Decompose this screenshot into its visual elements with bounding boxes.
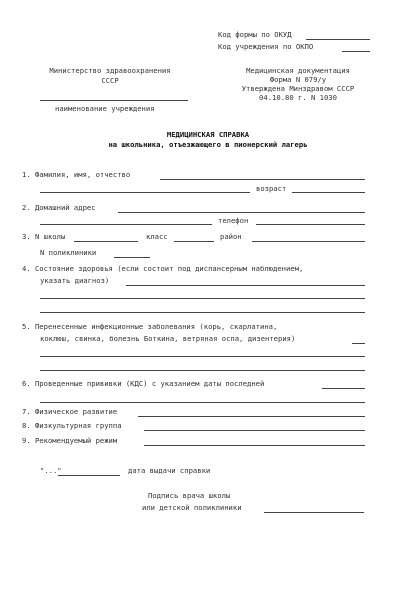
health-field[interactable] [126, 285, 365, 286]
fullname-field[interactable] [160, 179, 365, 180]
date-quote: "..." [40, 466, 62, 475]
document-subtitle: на школьника, отъезжающего в пионерский лагерь [108, 140, 308, 149]
institution-name-field[interactable] [40, 100, 188, 101]
address-field[interactable] [118, 212, 365, 213]
district-label: район [220, 232, 242, 241]
class-label: класс [146, 232, 168, 241]
field-2-label: 2. Домашний адрес [22, 203, 96, 212]
clinic-field[interactable] [114, 257, 150, 258]
signature-field[interactable] [264, 512, 364, 513]
address-field-cont[interactable] [40, 224, 212, 225]
field-4-line2: указать диагноз) [40, 276, 110, 285]
clinic-label: N поликлиники [40, 248, 97, 257]
okud-label: Код формы по ОКУД [218, 30, 292, 39]
diseases-field-3[interactable] [40, 370, 365, 371]
diseases-field[interactable] [352, 343, 365, 344]
signature-line2: или детской поликлиники [142, 503, 242, 512]
health-field-3[interactable] [40, 312, 365, 313]
diseases-field-2[interactable] [40, 356, 365, 357]
field-1-label: 1. Фамилия, имя, отчество [22, 170, 131, 179]
field-4-line1: 4. Состояние здоровья (если состоит под диспансерным наблюдением, [22, 264, 304, 273]
okpo-field[interactable] [342, 51, 370, 52]
regime-field[interactable] [144, 445, 365, 446]
field-6-label: 6. Проведенные прививки (КДС) с указанием даты последней [22, 379, 265, 388]
class-field[interactable] [174, 241, 214, 242]
vaccination-field-2[interactable] [40, 402, 365, 403]
phone-field[interactable] [256, 224, 365, 225]
health-field-2[interactable] [40, 298, 365, 299]
document-title: МЕДИЦИНСКАЯ СПРАВКА [166, 130, 250, 139]
signature-line1: Подпись врача школы [148, 491, 231, 500]
institution-caption: наименование учреждения [55, 104, 155, 113]
medical-doc-line: Медицинская документация [246, 66, 350, 75]
field-8-label: 8. Физкультурная группа [22, 421, 122, 430]
okud-field[interactable] [306, 39, 370, 40]
pe-group-field[interactable] [144, 430, 365, 431]
physical-development-field[interactable] [138, 416, 365, 417]
district-field[interactable] [252, 241, 365, 242]
ministry-line1: Министерство здравоохранения [49, 66, 171, 75]
form-number-line: Форма N 079/у [269, 75, 327, 84]
fullname-field-cont[interactable] [40, 192, 250, 193]
field-3-label: 3. N школы [22, 232, 66, 241]
issue-date-field[interactable] [58, 475, 120, 476]
age-field[interactable] [292, 192, 365, 193]
field-5-line2: коклюш, свинка, болезнь Боткина, ветряная оспа, дизентерия) [40, 334, 296, 343]
school-number-field[interactable] [74, 241, 138, 242]
field-9-label: 9. Рекомендуемый режим [22, 436, 118, 445]
okpo-label: Код учреждения по ОКПО [218, 42, 314, 51]
issue-date-label: дата выдачи справки [128, 466, 211, 475]
approval-date-line: 04.10.80 г. N 1030 [259, 93, 337, 102]
ministry-line2: СССР [101, 76, 119, 85]
field-5-line1: 5. Перенесенные инфекционные заболевания (корь, скарлатина, [22, 322, 278, 331]
age-label: возраст [256, 184, 287, 193]
phone-label: телефон [218, 216, 249, 225]
approved-line: Утверждена Минздравом СССР [241, 84, 355, 93]
field-7-label: 7. Физическое развитие [22, 407, 118, 416]
vaccination-field[interactable] [322, 388, 365, 389]
